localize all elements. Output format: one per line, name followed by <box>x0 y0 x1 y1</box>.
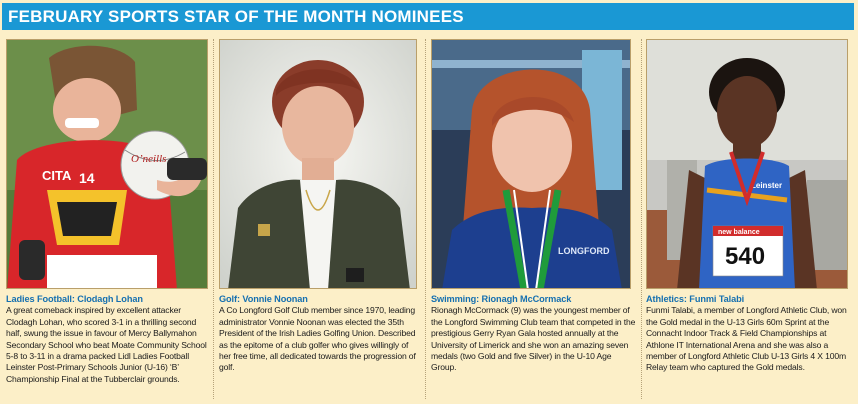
nominee-heading: Golf: Vonnie Noonan <box>219 294 308 304</box>
bib-number: 540 <box>725 243 766 270</box>
bib-brand: new balance <box>718 229 760 236</box>
column-divider <box>641 39 642 399</box>
section-banner <box>2 3 854 30</box>
nominee-text: A Co Longford Golf Club member since 1970, leading administrator Vonnie Noonan was elected the 35th President of the Irish Ladies Golfing Union. Described as the epitome of a club golfer who gives willingly of her free time, all dedicated towards the progression of golf. <box>219 305 416 373</box>
vest-text: Leinster <box>751 181 783 190</box>
ball-text: O’neills <box>131 153 167 165</box>
nominee-card-athletics <box>646 39 852 401</box>
nominee-caption <box>219 294 421 374</box>
photo-vonnie-noonan <box>219 39 417 289</box>
photo-rionagh-mccormack <box>431 39 631 289</box>
nominee-heading: Swimming: Rionagh McCormack <box>431 294 572 304</box>
nominee-heading: Ladies Football: Clodagh Lohan <box>6 294 143 304</box>
banner-title: FEBRUARY SPORTS STAR OF THE MONTH NOMINEES <box>8 7 464 26</box>
column-divider <box>425 39 426 399</box>
photo-clodagh-lohan <box>6 39 208 289</box>
nominee-card-swimming <box>431 39 636 401</box>
nominee-caption <box>646 294 852 374</box>
nominee-text: Rionagh McCormack (9) was the youngest member of the Longford Swimming Club team that competed in the prestigious Gerry Ryan Gala hosted annually at the University of Limerick and she won an amazing seven medals (two Gold and five Silver) in the U-10 Age Group. <box>431 305 636 373</box>
jersey-text: CITA <box>42 168 72 183</box>
jersey-number: 14 <box>79 170 95 186</box>
column-divider <box>213 39 214 399</box>
nominee-heading: Athletics: Funmi Talabi <box>646 294 745 304</box>
nominee-card-football <box>6 39 209 401</box>
nominee-caption <box>6 294 209 385</box>
photo-funmi-talabi <box>646 39 848 289</box>
nominee-text: A great comeback inspired by excellent attacker Clodagh Lohan, who scored 3-1 in a thrilling second half, swung the issue in favour of Mercy Ballymahon Secondary School who beat Moate Community School 5-8 to 3-11 in a drama packed Lidl Ladies Football Leinster Post-Primary Schools Junior (U-16) ‘B’ Championship Final at the Tubberclair grounds. <box>6 305 207 384</box>
nominee-caption <box>431 294 636 374</box>
nominee-text: Funmi Talabi, a member of Longford Athletic Club, won the Gold medal in the U-13 Girls 60m Sprint at the Connacht Indoor Track & Field Championships at Athlone IT International Arena and she was also a member of Longford Athletic Club U-13 Girls 4 X 100m Relay team who captured the Gold medals. <box>646 305 847 373</box>
nominee-card-golf <box>219 39 421 401</box>
jacket-text: LONGFORD <box>558 246 610 256</box>
